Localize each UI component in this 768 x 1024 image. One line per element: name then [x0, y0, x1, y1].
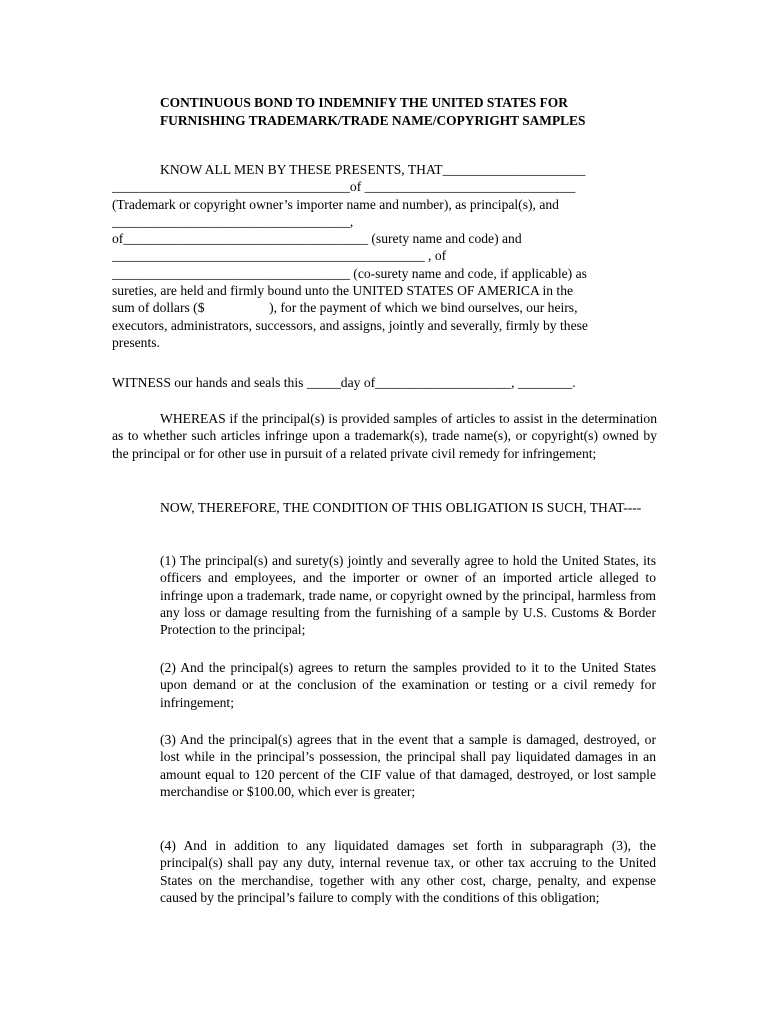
preamble-line: presents.	[112, 334, 160, 350]
document-title	[160, 94, 660, 129]
title-line-2: FURNISHING TRADEMARK/TRADE NAME/COPYRIGHT SAMPLES	[160, 112, 586, 128]
condition-text: (2) And the principal(s) agrees to return the samples provided to it to the United States upon demand or at the conclusion of the examination or testing or a civil remedy for infringement;	[160, 660, 656, 710]
whereas-text: WHEREAS if the principal(s) is provided samples of articles to assist in the determination as to whether such articles infringe upon a trademark(s), trade name(s), or copyright(s) owned by the principal or for other use in pursuit of a related private civil remedy for infringement;	[112, 411, 657, 461]
preamble-line: (Trademark or copyright owner’s importer name and number), as principal(s), and	[112, 196, 559, 212]
preamble-line: sum of dollars ($ ), for the payment of which we bind ourselves, our heirs,	[112, 300, 578, 316]
preamble-line: of____________________________________ (surety name and code) and	[112, 231, 522, 247]
witness-text: WITNESS our hands and seals this _____day of____________________, ________.	[112, 375, 576, 390]
preamble-line: ___________________________________of _______________________________	[112, 179, 576, 195]
now-therefore-paragraph	[112, 499, 657, 516]
witness-line	[112, 374, 657, 391]
condition-2	[160, 659, 656, 711]
title-line-1: CONTINUOUS BOND TO INDEMNIFY THE UNITED STATES FOR	[160, 95, 568, 110]
preamble-line: KNOW ALL MEN BY THESE PRESENTS, THAT_____________________	[160, 162, 586, 177]
preamble-block	[112, 161, 642, 351]
condition-text: (3) And the principal(s) agrees that in the event that a sample is damaged, destroyed, or lost while in the principal’s possession, the principal shall pay liquidated damages in an amount equal to 120 percent of the CIF value of that damaged, destroyed, or lost sample merchandise or $100.00, which ever is greater;	[160, 732, 656, 799]
condition-4	[160, 837, 656, 906]
condition-text: (1) The principal(s) and surety(s) jointly and severally agree to hold the United States, its officers and employees, and the importer or owner of an imported article alleged to infringe upon a trademark, trade name, or copyright owned by the principal, harmless from any loss or damage resulting from the furnishing of a sample by U.S. Customs & Border Protection to the principal;	[160, 553, 656, 638]
preamble-line: sureties, are held and firmly bound unto the UNITED STATES OF AMERICA in the	[112, 283, 574, 299]
now-therefore-text: NOW, THEREFORE, THE CONDITION OF THIS OBLIGATION IS SUCH, THAT----	[160, 500, 642, 515]
preamble-line: ______________________________________________ , of	[112, 248, 447, 264]
condition-3	[160, 731, 656, 800]
condition-text: (4) And in addition to any liquidated damages set forth in subparagraph (3), the principal(s) shall pay any duty, internal revenue tax, or other tax accruing to the United States on the merchandise, together with any other cost, charge, penalty, and expense caused by the principal’s failure to comply with the conditions of this obligation;	[160, 838, 656, 905]
preamble-line: executors, administrators, successors, and assigns, jointly and severally, firmly by these	[112, 317, 588, 333]
whereas-paragraph	[112, 410, 657, 462]
condition-1	[160, 552, 656, 638]
preamble-line: ___________________________________ (co-surety name and code, if applicable) as	[112, 265, 587, 281]
preamble-line: ___________________________________,	[112, 213, 354, 229]
